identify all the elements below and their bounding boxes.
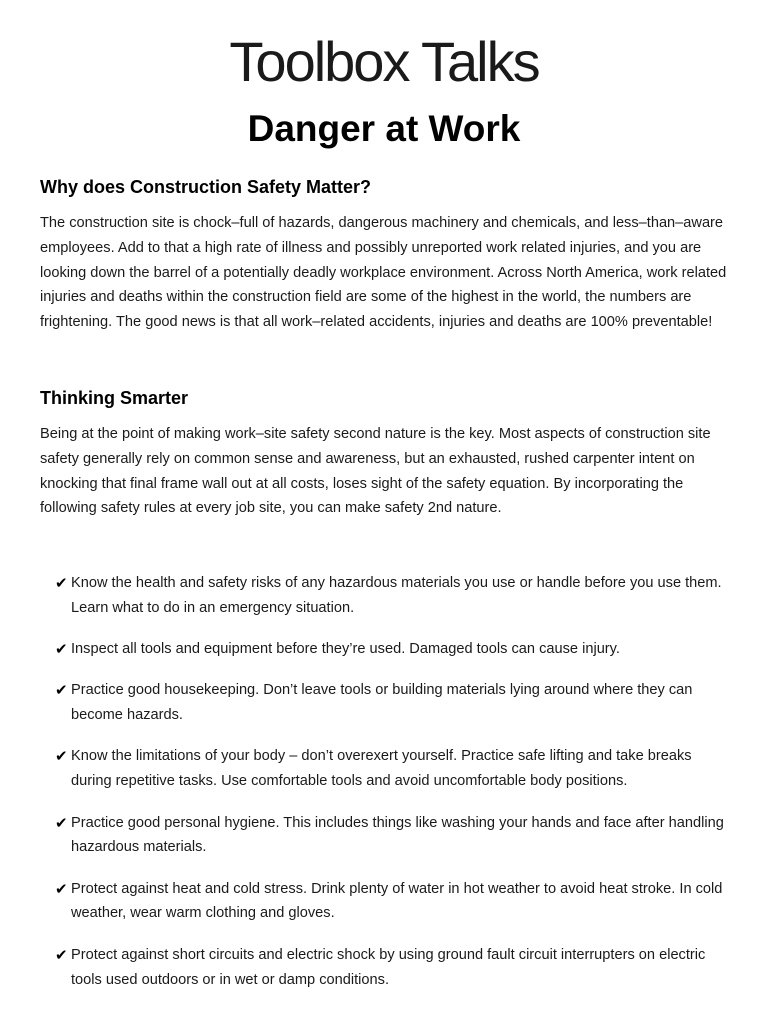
checklist-item-text: Know the health and safety risks of any hazardous materials you use or handle before you use them. Learn what to do in an emergency situation. bbox=[71, 575, 722, 616]
checklist-item-text: Protect against heat and cold stress. Drink plenty of water in hot weather to avoid heat stroke. In cold weather, wear warm clothing and gloves. bbox=[71, 880, 723, 922]
checklist-item bbox=[55, 571, 730, 621]
series-title: Toolbox Talks bbox=[229, 30, 539, 93]
section-body-why-safety-matters: The construction site is chock–full of hazards, dangerous machinery and chemicals, and less–than–aware employees. Add to that a high rate of illness and possibly unreported work related injuries, and you are looking down the barrel of a potentially deadly workplace environment. Across North America, work related injuries and deaths within the construction field are some of the highest in the world, the numbers are frightening. The good news is that all work–related accidents, injuries and deaths are 100% preventable! bbox=[40, 215, 727, 331]
checklist-item-text: Practice good housekeeping. Don’t leave tools or building materials lying around where they can become hazards. bbox=[71, 682, 693, 724]
checklist-item bbox=[55, 811, 730, 861]
checkmark-icon: ✔ bbox=[55, 879, 68, 898]
checklist-item bbox=[55, 678, 730, 728]
checklist-item-text: Protect against short circuits and electric shock by using ground fault circuit interrupters on electric tools used outdoors or in wet or damp conditions. bbox=[71, 946, 706, 988]
checklist-item-text: Practice good personal hygiene. This includes things like washing your hands and face after handling hazardous materials. bbox=[71, 814, 724, 856]
checklist-item bbox=[55, 744, 730, 794]
checklist-item-text: Know the limitations of your body – don’t overexert yourself. Practice safe lifting and take breaks during repetitive tasks. Use comfortable tools and avoid uncomfortable body positions. bbox=[71, 748, 692, 790]
document-title: Danger at Work bbox=[247, 108, 521, 149]
checklist-item-text: Inspect all tools and equipment before they’re used. Damaged tools can cause injury. bbox=[71, 641, 620, 658]
checkmark-icon: ✔ bbox=[55, 813, 68, 832]
checkmark-icon: ✔ bbox=[55, 640, 68, 659]
checklist-item bbox=[55, 637, 730, 662]
safety-checklist bbox=[55, 571, 730, 1009]
checkmark-icon: ✔ bbox=[55, 945, 68, 964]
section-body-thinking-smarter: Being at the point of making work–site safety second nature is the key. Most aspects of construction site safety generally rely on common sense and awareness, but an exhausted, rushed carpenter intent on knocking that final frame wall out at all costs, loses sight of the safety equation. By incorporating the following safety rules at every job site, you can make safety 2nd nature. bbox=[40, 426, 711, 517]
checkmark-icon: ✔ bbox=[55, 747, 68, 766]
checklist-item bbox=[55, 877, 730, 927]
section-heading-thinking-smarter: Thinking Smarter bbox=[40, 388, 189, 408]
section-heading-why-safety-matters: Why does Construction Safety Matter? bbox=[40, 177, 372, 197]
checkmark-icon: ✔ bbox=[55, 681, 68, 700]
checklist-item bbox=[55, 943, 730, 993]
checkmark-icon: ✔ bbox=[55, 574, 68, 592]
